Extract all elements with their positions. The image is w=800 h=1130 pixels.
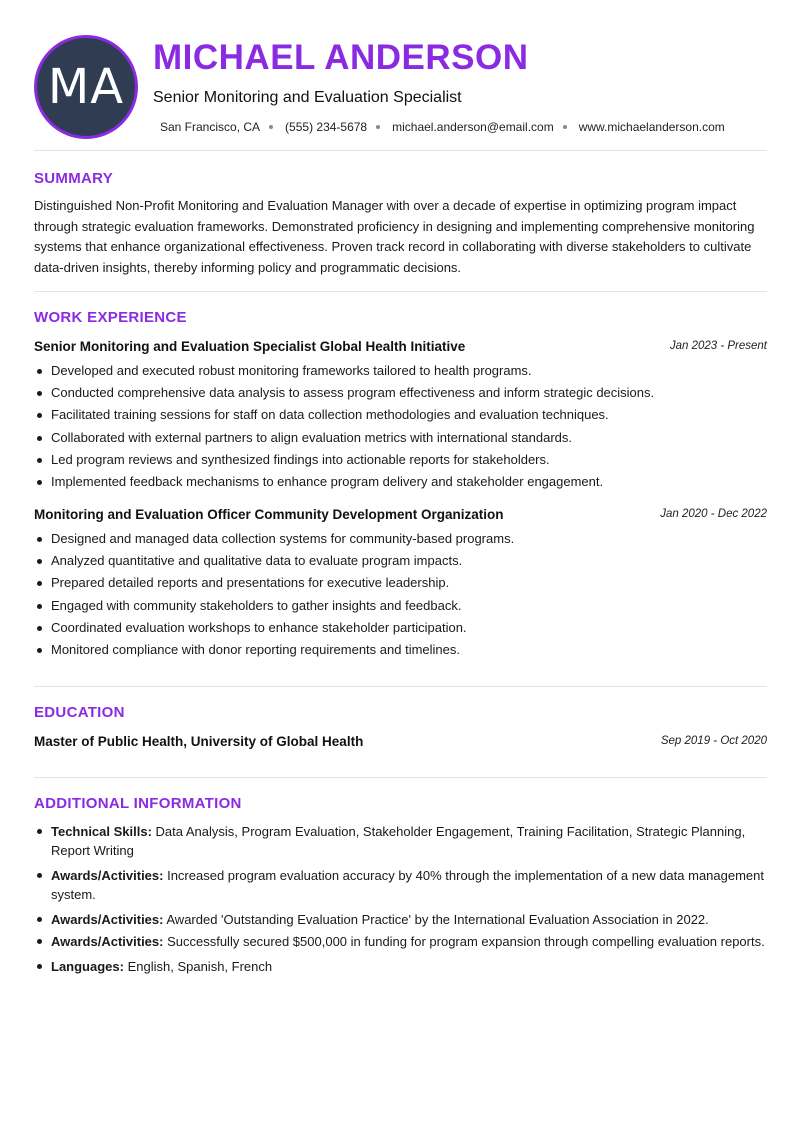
avatar-initials: MA <box>47 59 125 115</box>
contact-location: San Francisco, CA <box>160 120 261 134</box>
job-bullets <box>34 529 769 662</box>
item-label: Technical Skills: <box>51 824 152 839</box>
item-text: English, Spanish, French <box>123 959 273 974</box>
item-label: Awards/Activities: <box>51 868 164 883</box>
contact-email[interactable]: michael.anderson@email.com <box>392 120 554 134</box>
job-header <box>34 506 767 524</box>
item-text: Awarded 'Outstanding Evaluation Practice' by the International Evaluation Association in 2022. <box>163 912 709 927</box>
contact-line <box>160 120 725 134</box>
section-title-summary: SUMMARY <box>34 170 114 187</box>
candidate-title: Senior Monitoring and Evaluation Specialist <box>153 89 462 106</box>
item-text: Successfully secured $500,000 in funding for program expansion through compelling evaluation reports. <box>163 934 765 949</box>
item-text: Increased program evaluation accuracy by 40% through the implementation of a new data management system. <box>51 868 764 902</box>
divider <box>34 150 767 151</box>
list-item: Led program reviews and synthesized findings into actionable reports for stakeholders. <box>34 450 769 472</box>
job-dates: Jan 2020 - Dec 2022 <box>660 508 767 520</box>
item-label: Awards/Activities: <box>51 912 164 927</box>
list-item <box>34 957 769 976</box>
list-item: Coordinated evaluation workshops to enhance stakeholder participation. <box>34 618 769 640</box>
divider <box>34 686 767 687</box>
additional-list <box>34 822 769 982</box>
avatar <box>34 35 138 139</box>
list-item: Conducted comprehensive data analysis to assess program effectiveness and inform strategic decisions. <box>34 383 769 405</box>
item-label: Awards/Activities: <box>51 934 164 949</box>
job-dates: Jan 2023 - Present <box>669 340 767 352</box>
job-role: Monitoring and Evaluation Officer Community Development Organization <box>34 507 504 522</box>
divider <box>34 777 767 778</box>
section-title-education: EDUCATION <box>34 704 125 721</box>
section-title-experience: WORK EXPERIENCE <box>34 309 187 326</box>
list-item: Prepared detailed reports and presentations for executive leadership. <box>34 573 769 595</box>
item-text: Data Analysis, Program Evaluation, Stakeholder Engagement, Training Facilitation, Strategic Planning, Report Writing <box>51 824 746 858</box>
education-degree: Master of Public Health, University of Global Health <box>34 734 364 749</box>
contact-phone: (555) 234-5678 <box>285 120 368 134</box>
separator-dot <box>563 125 567 129</box>
section-title-additional: ADDITIONAL INFORMATION <box>34 795 242 812</box>
candidate-name: MICHAEL ANDERSON <box>153 38 529 77</box>
list-item <box>34 932 769 951</box>
list-item: Facilitated training sessions for staff on data collection methodologies and evaluation techniques. <box>34 405 769 427</box>
list-item: Analyzed quantitative and qualitative data to evaluate program impacts. <box>34 551 769 573</box>
education-dates: Sep 2019 - Oct 2020 <box>660 735 767 747</box>
list-item <box>34 910 769 929</box>
list-item: Implemented feedback mechanisms to enhance program delivery and stakeholder engagement. <box>34 472 769 494</box>
list-item <box>34 822 769 860</box>
separator-dot <box>376 125 380 129</box>
contact-website[interactable]: www.michaelanderson.com <box>578 120 725 134</box>
summary-text: Distinguished Non-Profit Monitoring and Evaluation Manager with over a decade of expertise in optimizing program impact through strategic evaluation frameworks. Demonstrated proficiency in designing and implementing comprehensive monitoring systems that enhance organizational effectiveness. Proven track record in collaborating with diverse stakeholders to cultivate data-driven insights, thereby informing policy and programmatic decisions. <box>34 198 755 275</box>
separator-dot <box>269 125 273 129</box>
job-header <box>34 338 767 356</box>
education-entry <box>34 733 767 751</box>
divider <box>34 291 767 292</box>
job-bullets <box>34 361 769 494</box>
list-item: Engaged with community stakeholders to gather insights and feedback. <box>34 596 769 618</box>
list-item: Designed and managed data collection systems for community-based programs. <box>34 529 769 551</box>
list-item: Developed and executed robust monitoring frameworks tailored to health programs. <box>34 361 769 383</box>
item-label: Languages: <box>51 959 124 974</box>
job-role: Senior Monitoring and Evaluation Specialist Global Health Initiative <box>34 339 466 354</box>
list-item: Collaborated with external partners to align evaluation metrics with international standards. <box>34 428 769 450</box>
list-item: Monitored compliance with donor reporting requirements and timelines. <box>34 640 769 662</box>
list-item <box>34 866 769 904</box>
